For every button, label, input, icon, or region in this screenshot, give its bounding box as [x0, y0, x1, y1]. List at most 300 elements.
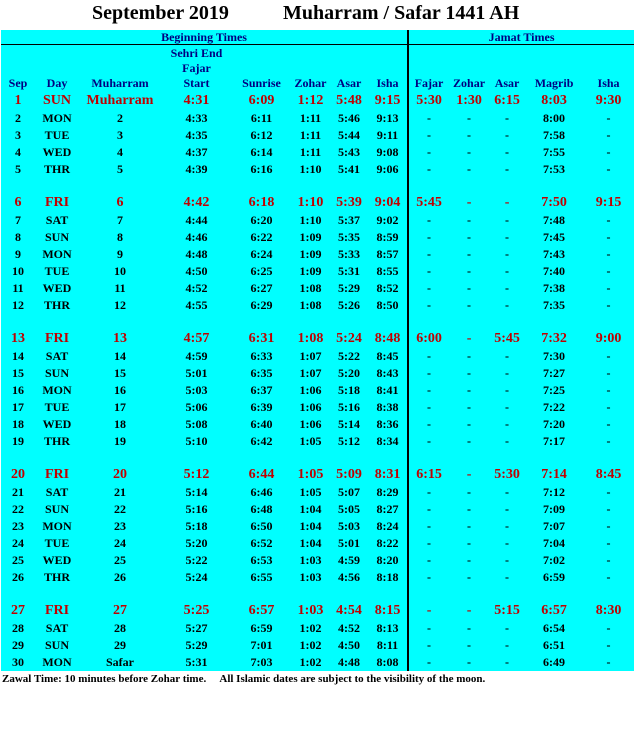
table-cell: 24	[1, 535, 35, 552]
table-cell: 1:05	[291, 484, 330, 501]
table-cell: -	[489, 484, 525, 501]
table-cell: 5	[1, 161, 35, 178]
table-cell: 7:43	[525, 246, 583, 263]
table-cell: 7:03	[232, 654, 291, 671]
table-cell: 17	[1, 399, 35, 416]
table-cell: 19	[79, 433, 161, 450]
table-cell: -	[489, 620, 525, 637]
table-cell: MON	[35, 246, 79, 263]
fajar-label: Fajar	[161, 60, 232, 75]
table-cell: 7	[79, 212, 161, 229]
table-cell: SUN	[35, 365, 79, 382]
table-cell: 5:07	[330, 484, 368, 501]
table-cell: 5:05	[330, 501, 368, 518]
table-cell: 4:57	[161, 328, 232, 348]
table-cell: 6:18	[232, 192, 291, 212]
table-cell: 8:00	[525, 110, 583, 127]
table-cell: 8:59	[368, 229, 408, 246]
table-cell: -	[489, 518, 525, 535]
table-cell: 1:11	[291, 110, 330, 127]
table-cell: 8	[79, 229, 161, 246]
table-cell: 27	[1, 600, 35, 620]
table-cell: 5:25	[161, 600, 232, 620]
table-cell: 8:30	[583, 600, 634, 620]
table-cell: -	[408, 535, 449, 552]
table-cell: -	[583, 161, 634, 178]
table-cell: 6:59	[232, 620, 291, 637]
table-cell: -	[583, 620, 634, 637]
table-cell: THR	[35, 433, 79, 450]
spacer-row	[1, 178, 634, 192]
table-cell: 7:32	[525, 328, 583, 348]
table-cell: 1:05	[291, 433, 330, 450]
column-header: Asar	[489, 75, 525, 90]
table-cell: 7:12	[525, 484, 583, 501]
table-cell: 5:18	[330, 382, 368, 399]
table-row	[1, 90, 634, 110]
table-cell: 5:14	[161, 484, 232, 501]
table-cell: -	[489, 654, 525, 671]
table-cell: 8:22	[368, 535, 408, 552]
table-cell: -	[408, 552, 449, 569]
table-cell: -	[583, 433, 634, 450]
table-row	[1, 212, 634, 229]
table-cell: 10	[1, 263, 35, 280]
table-cell: 6:25	[232, 263, 291, 280]
table-cell: 6:46	[232, 484, 291, 501]
table-row	[1, 263, 634, 280]
table-cell: MON	[35, 110, 79, 127]
table-cell: 4:35	[161, 127, 232, 144]
table-cell: -	[583, 637, 634, 654]
table-row	[1, 501, 634, 518]
table-cell: 6:39	[232, 399, 291, 416]
table-cell: 1:07	[291, 348, 330, 365]
table-cell: 1:06	[291, 399, 330, 416]
column-header: Muharram	[79, 75, 161, 90]
table-cell: 6:51	[525, 637, 583, 654]
table-cell: 13	[1, 328, 35, 348]
table-cell: 5:46	[330, 110, 368, 127]
table-cell: 6:22	[232, 229, 291, 246]
table-cell: 5:29	[161, 637, 232, 654]
table-cell: -	[449, 246, 489, 263]
table-cell: 7:38	[525, 280, 583, 297]
table-cell: -	[408, 229, 449, 246]
table-cell: 5:39	[330, 192, 368, 212]
table-cell: 6:09	[232, 90, 291, 110]
table-cell: 5:33	[330, 246, 368, 263]
table-row	[1, 518, 634, 535]
table-cell: 8:57	[368, 246, 408, 263]
table-cell: -	[408, 348, 449, 365]
table-cell: -	[489, 246, 525, 263]
table-cell: FRI	[35, 600, 79, 620]
table-cell: 1:11	[291, 127, 330, 144]
spacer-row	[1, 450, 634, 464]
table-row	[1, 620, 634, 637]
table-cell: 6:00	[408, 328, 449, 348]
table-cell: 6:57	[525, 600, 583, 620]
table-cell: 8:27	[368, 501, 408, 518]
beginning-times-header: Beginning Times	[1, 30, 408, 45]
table-cell: 1:11	[291, 144, 330, 161]
table-cell: 22	[1, 501, 35, 518]
table-cell: 29	[1, 637, 35, 654]
table-cell: 17	[79, 399, 161, 416]
table-cell: 7:25	[525, 382, 583, 399]
table-cell: 21	[1, 484, 35, 501]
table-cell: 5:26	[330, 297, 368, 314]
table-cell: -	[408, 127, 449, 144]
table-cell: 9:04	[368, 192, 408, 212]
table-cell: 6:55	[232, 569, 291, 586]
table-cell: 8:29	[368, 484, 408, 501]
table-cell: 5:44	[330, 127, 368, 144]
table-cell: 4:59	[161, 348, 232, 365]
table-cell: -	[583, 229, 634, 246]
table-cell: 6:44	[232, 464, 291, 484]
table-cell: 5:30	[408, 90, 449, 110]
table-cell: -	[489, 348, 525, 365]
table-cell: 4:44	[161, 212, 232, 229]
table-cell: 24	[79, 535, 161, 552]
table-row	[1, 192, 634, 212]
table-cell: WED	[35, 280, 79, 297]
table-cell: 8:11	[368, 637, 408, 654]
table-cell: 6:49	[525, 654, 583, 671]
table-cell: 6:59	[525, 569, 583, 586]
table-cell: 7:30	[525, 348, 583, 365]
table-cell: -	[449, 620, 489, 637]
table-cell: -	[449, 382, 489, 399]
table-row	[1, 127, 634, 144]
table-row	[1, 280, 634, 297]
table-cell: 7:58	[525, 127, 583, 144]
table-cell: -	[408, 365, 449, 382]
title-bar	[0, 0, 635, 30]
table-cell: -	[408, 161, 449, 178]
table-cell: 4:31	[161, 90, 232, 110]
table-cell: 4:55	[161, 297, 232, 314]
table-cell: -	[583, 654, 634, 671]
table-cell: THR	[35, 569, 79, 586]
table-cell: 8:08	[368, 654, 408, 671]
table-cell: 7	[1, 212, 35, 229]
table-cell: -	[408, 382, 449, 399]
table-cell: 6:15	[408, 464, 449, 484]
table-cell: -	[583, 110, 634, 127]
table-cell: 6:50	[232, 518, 291, 535]
table-cell: -	[583, 365, 634, 382]
hijri-title: Muharram / Safar 1441 AH	[283, 2, 520, 24]
table-cell: 7:40	[525, 263, 583, 280]
table-cell: 4	[1, 144, 35, 161]
table-cell: -	[408, 620, 449, 637]
jamat-times-header: Jamat Times	[408, 30, 634, 45]
table-cell: 5:24	[161, 569, 232, 586]
table-cell: 5:01	[330, 535, 368, 552]
table-cell: MON	[35, 518, 79, 535]
table-cell: 7:48	[525, 212, 583, 229]
table-cell: -	[449, 416, 489, 433]
table-cell: TUE	[35, 535, 79, 552]
table-cell: 8:45	[368, 348, 408, 365]
table-cell: 6:53	[232, 552, 291, 569]
table-cell: 5:37	[330, 212, 368, 229]
table-cell: 2	[1, 110, 35, 127]
table-cell: 8	[1, 229, 35, 246]
table-cell: 9:11	[368, 127, 408, 144]
table-cell: 11	[79, 280, 161, 297]
table-cell: 26	[79, 569, 161, 586]
table-row	[1, 399, 634, 416]
table-cell: 2	[79, 110, 161, 127]
table-cell: MON	[35, 382, 79, 399]
table-cell: -	[449, 569, 489, 586]
table-cell: 7:35	[525, 297, 583, 314]
column-header: Isha	[368, 75, 408, 90]
table-cell: -	[583, 263, 634, 280]
table-cell: -	[489, 365, 525, 382]
table-cell: -	[408, 433, 449, 450]
table-cell: 1:07	[291, 365, 330, 382]
table-cell: -	[449, 229, 489, 246]
table-cell: 9:13	[368, 110, 408, 127]
table-row	[1, 464, 634, 484]
table-cell: -	[489, 212, 525, 229]
table-cell: 4:50	[161, 263, 232, 280]
table-cell: 8:36	[368, 416, 408, 433]
table-cell: -	[489, 416, 525, 433]
table-cell: 9:06	[368, 161, 408, 178]
table-cell: -	[489, 161, 525, 178]
table-cell: 5:06	[161, 399, 232, 416]
table-cell: 6:57	[232, 600, 291, 620]
table-cell: TUE	[35, 127, 79, 144]
table-row	[1, 110, 634, 127]
table-row	[1, 328, 634, 348]
table-cell: 7:14	[525, 464, 583, 484]
table-cell: -	[449, 535, 489, 552]
table-cell: 6:12	[232, 127, 291, 144]
table-cell: 5:35	[330, 229, 368, 246]
table-cell: 6:27	[232, 280, 291, 297]
table-cell: -	[449, 600, 489, 620]
table-cell: Safar	[79, 654, 161, 671]
table-cell: -	[449, 348, 489, 365]
table-cell: FRI	[35, 464, 79, 484]
table-cell: 11	[1, 280, 35, 297]
column-header: Start	[161, 75, 232, 90]
table-cell: 9:30	[583, 90, 634, 110]
table-cell: 5	[79, 161, 161, 178]
table-cell: 4:33	[161, 110, 232, 127]
table-cell: -	[583, 297, 634, 314]
month-title: September 2019	[92, 2, 229, 24]
table-cell: 5:20	[330, 365, 368, 382]
table-cell: -	[583, 535, 634, 552]
table-cell: -	[489, 433, 525, 450]
table-cell: 27	[79, 600, 161, 620]
table-cell: -	[408, 654, 449, 671]
table-cell: 23	[1, 518, 35, 535]
table-cell: 8:50	[368, 297, 408, 314]
table-cell: 4	[79, 144, 161, 161]
column-header: Zohar	[449, 75, 489, 90]
table-cell: 7:02	[525, 552, 583, 569]
table-cell: SAT	[35, 348, 79, 365]
table-cell: 1:04	[291, 501, 330, 518]
table-cell: 1:04	[291, 518, 330, 535]
table-cell: -	[449, 328, 489, 348]
table-cell: 5:12	[161, 464, 232, 484]
table-cell: -	[449, 518, 489, 535]
table-cell: SUN	[35, 637, 79, 654]
table-row	[1, 229, 634, 246]
table-row	[1, 433, 634, 450]
table-cell: -	[489, 535, 525, 552]
moon-note: All Islamic dates are subject to the visibility of the moon.	[219, 673, 486, 685]
table-cell: 6:37	[232, 382, 291, 399]
column-header: Zohar	[291, 75, 330, 90]
table-cell: -	[449, 161, 489, 178]
table-cell: 8:31	[368, 464, 408, 484]
table-cell: 8:18	[368, 569, 408, 586]
table-cell: Muharram	[79, 90, 161, 110]
prayer-timetable	[1, 30, 634, 671]
table-cell: 9:08	[368, 144, 408, 161]
table-row	[1, 569, 634, 586]
table-cell: 1:05	[291, 464, 330, 484]
table-cell: -	[583, 127, 634, 144]
table-cell: -	[408, 280, 449, 297]
table-cell: 20	[1, 464, 35, 484]
table-cell: 8:13	[368, 620, 408, 637]
table-cell: 25	[1, 552, 35, 569]
table-cell: 7:09	[525, 501, 583, 518]
table-cell: 5:27	[161, 620, 232, 637]
table-cell: 7:07	[525, 518, 583, 535]
table-cell: 16	[79, 382, 161, 399]
table-cell: 6:14	[232, 144, 291, 161]
table-row	[1, 365, 634, 382]
table-cell: 6:24	[232, 246, 291, 263]
table-cell: -	[449, 297, 489, 314]
table-cell: 1:30	[449, 90, 489, 110]
table-cell: 1:10	[291, 161, 330, 178]
table-row	[1, 416, 634, 433]
table-cell: 7:50	[525, 192, 583, 212]
table-cell: -	[449, 464, 489, 484]
table-cell: 8:45	[583, 464, 634, 484]
table-cell: -	[489, 637, 525, 654]
table-cell: 6	[1, 192, 35, 212]
table-cell: 9:02	[368, 212, 408, 229]
table-cell: 7:04	[525, 535, 583, 552]
table-cell: -	[583, 518, 634, 535]
table-cell: 4:48	[161, 246, 232, 263]
table-row	[1, 535, 634, 552]
table-cell: 6:11	[232, 110, 291, 127]
table-row	[1, 246, 634, 263]
table-cell: -	[408, 144, 449, 161]
table-cell: 1:06	[291, 382, 330, 399]
table-cell: 5:22	[161, 552, 232, 569]
table-cell: 8:34	[368, 433, 408, 450]
table-cell: -	[408, 246, 449, 263]
table-cell: 1:03	[291, 569, 330, 586]
table-cell: 5:15	[489, 600, 525, 620]
table-cell: 26	[1, 569, 35, 586]
table-cell: -	[408, 569, 449, 586]
table-cell: 4:37	[161, 144, 232, 161]
table-row	[1, 637, 634, 654]
table-row	[1, 144, 634, 161]
table-cell: SUN	[35, 501, 79, 518]
column-header: Sunrise	[232, 75, 291, 90]
table-cell: SAT	[35, 620, 79, 637]
table-cell: 8:38	[368, 399, 408, 416]
table-cell: 1:09	[291, 263, 330, 280]
table-cell: -	[449, 144, 489, 161]
table-cell: 6:35	[232, 365, 291, 382]
table-cell: 7:55	[525, 144, 583, 161]
table-cell: 15	[79, 365, 161, 382]
table-cell: 25	[79, 552, 161, 569]
table-cell: 6:31	[232, 328, 291, 348]
table-cell: SUN	[35, 90, 79, 110]
table-cell: -	[489, 297, 525, 314]
table-cell: 4:52	[330, 620, 368, 637]
spacer-row	[1, 314, 634, 328]
table-cell: 5:16	[161, 501, 232, 518]
table-cell: 7:01	[232, 637, 291, 654]
table-cell: -	[489, 263, 525, 280]
table-cell: 1:03	[291, 600, 330, 620]
table-cell: 1:09	[291, 229, 330, 246]
table-cell: -	[489, 569, 525, 586]
table-cell: 4:46	[161, 229, 232, 246]
table-cell: 7:27	[525, 365, 583, 382]
table-cell: 8:55	[368, 263, 408, 280]
column-header: Fajar	[408, 75, 449, 90]
table-cell: 4:39	[161, 161, 232, 178]
table-cell: -	[449, 654, 489, 671]
table-cell: 8:15	[368, 600, 408, 620]
table-cell: 6:33	[232, 348, 291, 365]
table-cell: 15	[1, 365, 35, 382]
table-cell: 1:09	[291, 246, 330, 263]
table-cell: -	[583, 416, 634, 433]
table-row	[1, 600, 634, 620]
table-cell: -	[449, 365, 489, 382]
table-cell: 1:08	[291, 297, 330, 314]
table-cell: 6:48	[232, 501, 291, 518]
table-cell: 10	[79, 263, 161, 280]
table-cell: -	[408, 212, 449, 229]
table-cell: 5:29	[330, 280, 368, 297]
table-cell: -	[583, 212, 634, 229]
table-cell: 13	[79, 328, 161, 348]
table-cell: -	[489, 552, 525, 569]
table-cell: 1:08	[291, 328, 330, 348]
table-cell: -	[583, 501, 634, 518]
table-cell: -	[583, 348, 634, 365]
table-cell: 5:10	[161, 433, 232, 450]
table-cell: 4:56	[330, 569, 368, 586]
table-cell: 5:03	[161, 382, 232, 399]
